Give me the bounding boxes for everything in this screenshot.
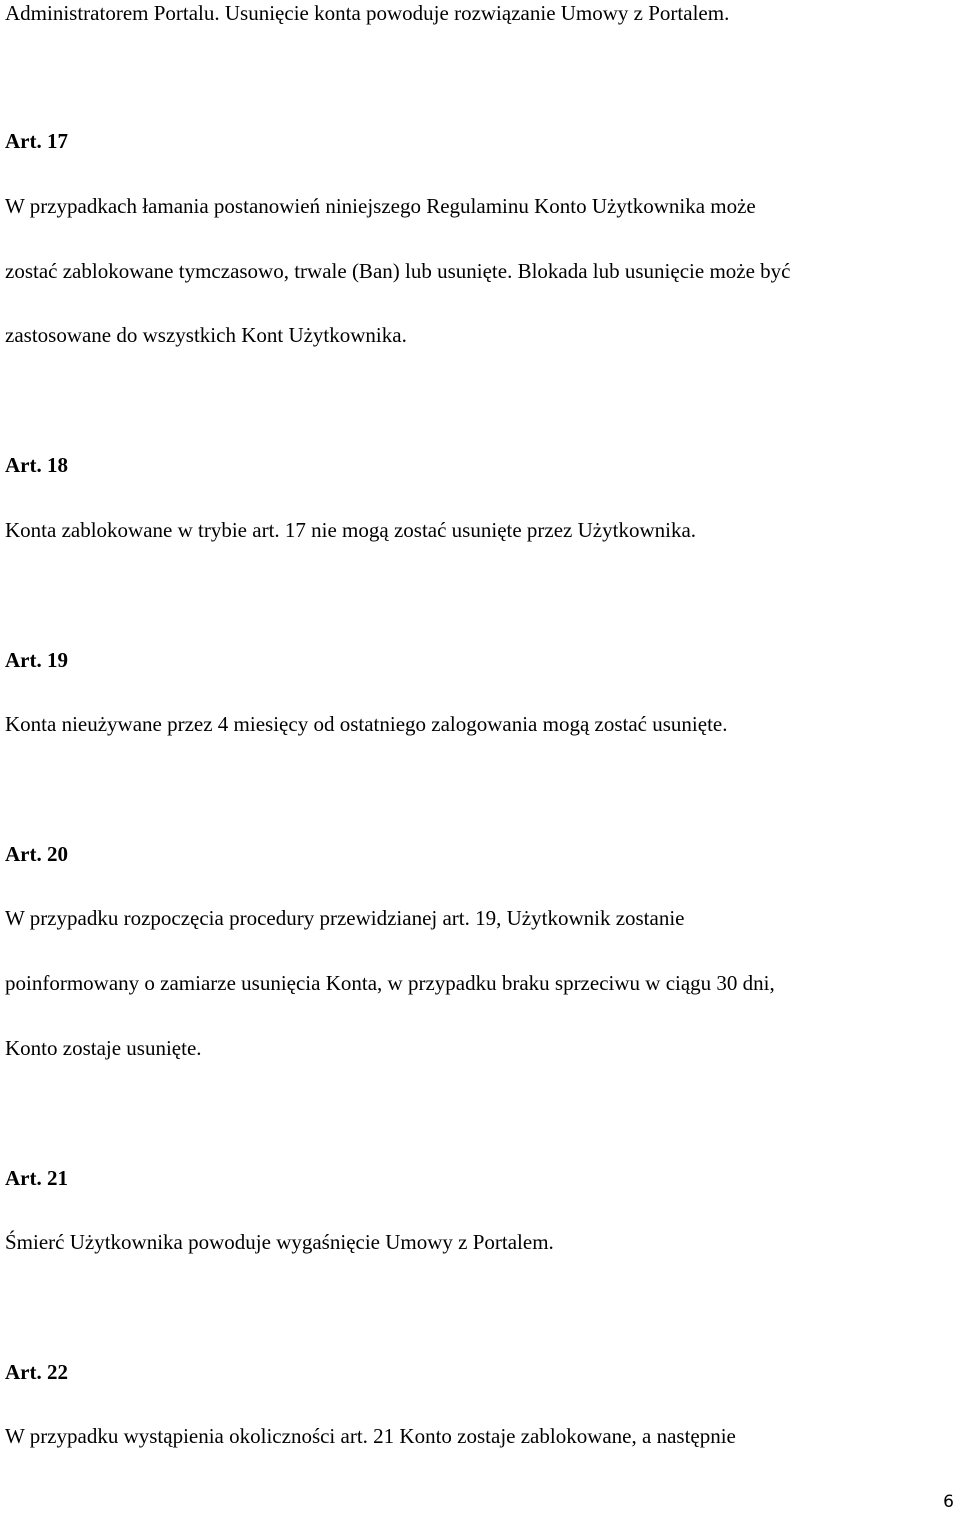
- intro-line-1: Administratorem Portalu. Usunięcie konta powoduje rozwiązanie Umowy z Portalem.: [5, 1, 730, 25]
- article-17-line-3: zastosowane do wszystkich Kont Użytkownika.: [5, 323, 407, 347]
- article-18-line-1: Konta zablokowane w trybie art. 17 nie mogą zostać usunięte przez Użytkownika.: [5, 518, 697, 542]
- article-21-line-1: Śmierć Użytkownika powoduje wygaśnięcie Umowy z Portalem.: [5, 1230, 554, 1254]
- article-20-line-2: poinformowany o zamiarze usunięcia Konta, w przypadku braku sprzeciwu w ciągu 30 dni,: [5, 971, 775, 995]
- article-21-heading: Art. 21: [5, 1166, 68, 1190]
- article-22-heading: Art. 22: [5, 1360, 68, 1384]
- article-19-heading: Art. 19: [5, 648, 68, 672]
- article-17-heading: Art. 17: [5, 129, 68, 153]
- article-17-line-2: zostać zablokowane tymczasowo, trwale (Ban) lub usunięte. Blokada lub usunięcie może być: [5, 259, 791, 283]
- article-20-heading: Art. 20: [5, 842, 68, 866]
- article-17-line-1: W przypadkach łamania postanowień niniejszego Regulaminu Konto Użytkownika może: [5, 194, 756, 218]
- page-number: 6: [943, 1492, 954, 1512]
- article-18-heading: Art. 18: [5, 453, 68, 477]
- article-20-line-3: Konto zostaje usunięte.: [5, 1036, 202, 1060]
- article-19-line-1: Konta nieużywane przez 4 miesięcy od ostatniego zalogowania mogą zostać usunięte.: [5, 712, 728, 736]
- article-20-line-1: W przypadku rozpoczęcia procedury przewidzianej art. 19, Użytkownik zostanie: [5, 906, 685, 930]
- article-22-line-1: W przypadku wystąpienia okoliczności art. 21 Konto zostaje zablokowane, a następnie: [5, 1424, 736, 1448]
